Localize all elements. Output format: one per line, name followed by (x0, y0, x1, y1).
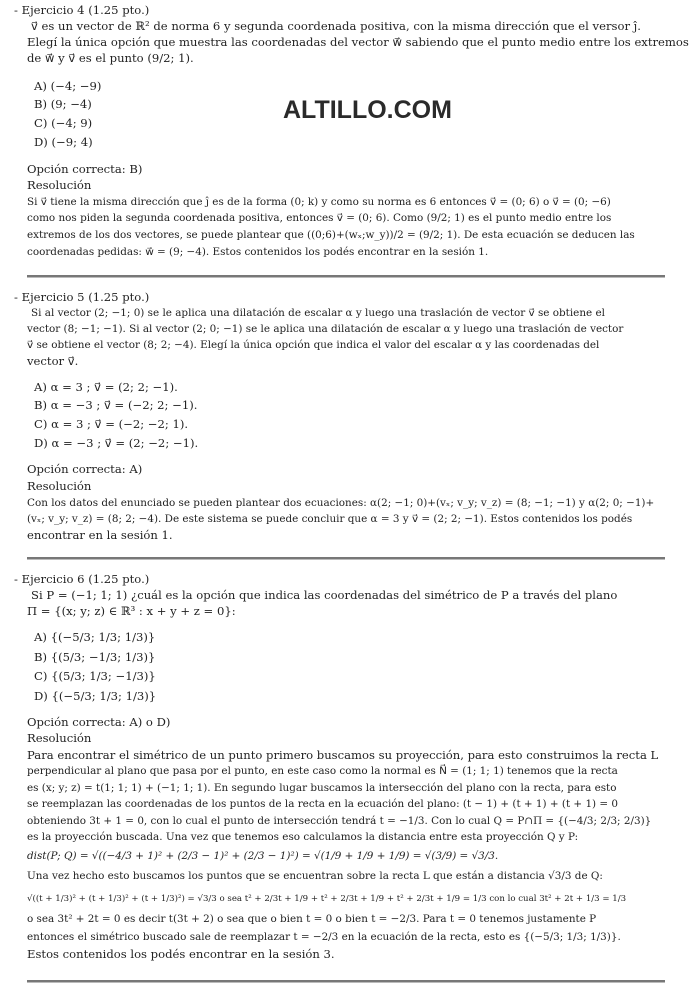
statement-line: Si P = (−1; 1; 1) ¿cuál es la opción que indica las coordenadas del simétrico de P a través del plano (31, 588, 618, 602)
resolution-line: extremos de los dos vectores, se puede plantear que ((0;6)+(wₓ;w_y))/2 = (9/2; 1). De esta ecuación se deducen las (27, 229, 635, 241)
statement-line: v⃗ se obtiene el vector (8; 2; −4). Elegí la única opción que indica el valor del escalar α y las coordenadas del (27, 339, 600, 351)
statement-line: Si al vector (2; −1; 0) se le aplica una dilatación de escalar α y luego una traslación de vector v⃗ se obtiene el (31, 307, 605, 319)
option-d: D) α = −3 ; v⃗ = (2; −2; −1). (34, 436, 199, 450)
correct-option: Opción correcta: B) (27, 162, 143, 176)
option-a: A) {(−5/3; 1/3; 1/3)} (34, 630, 156, 644)
statement-line: Elegí la única opción que muestra las coordenadas del vector w⃗ sabiendo que el punto medio entre los extremos (27, 35, 689, 49)
exercise-title: - Ejercicio 4 (1.25 pto.) (14, 3, 150, 17)
resolution-line: como nos piden la segunda coordenada positiva, entonces v⃗ = (0; 6). Como (9/2; 1) es el punto medio entre los (27, 212, 612, 224)
resolution-label: Resolución (27, 731, 92, 745)
resolution-label: Resolución (27, 479, 92, 493)
resolution-line: √((t + 1/3)² + (t + 1/3)² + (t + 1/3)²) = √3/3 o sea t² + 2/3t + 1/9 + t² + 2/3t + 1/9 + t² + 2/3t + 1/9 = 1/3 con lo cual 3t² + 2t + 1/3 = 1/3 (27, 894, 627, 904)
option-d: D) {(−5/3; 1/3; 1/3)} (34, 689, 157, 703)
resolution-line: es (x; y; z) = t(1; 1; 1) + (−1; 1; 1). En segundo lugar buscamos la intersección del plano con la recta, para esto (27, 782, 617, 794)
resolution-label: Resolución (27, 178, 92, 192)
option-a: A) (−4; −9) (34, 79, 102, 93)
resolution-line: encontrar en la sesión 1. (27, 528, 173, 542)
watermark-logo: ALTILLO.COM (283, 96, 452, 124)
statement-line: vector v⃗. (27, 354, 79, 368)
resolution-line: Con los datos del enunciado se pueden plantear dos ecuaciones: α(2; −1; 0)+(vₓ; v_y; v_z) = (8; −1; −1) y α(2; 0; −1)+ (27, 497, 655, 509)
resolution-line: coordenadas pedidas: w⃗ = (9; −4). Estos contenidos los podés encontrar en la sesión 1. (27, 246, 489, 258)
statement-line: vector (8; −1; −1). Si al vector (2; 0; −1) se le aplica una dilatación de escalar α y luego una traslación de vector (27, 323, 624, 335)
correct-option: Opción correcta: A) o D) (27, 715, 171, 729)
resolution-line: (vₓ; v_y; v_z) = (8; 2; −4). De este sistema se puede concluir que α = 3 y v⃗ = (2; 2; −1). Estos contenidos los podés (27, 513, 633, 525)
section-divider (27, 980, 665, 983)
resolution-line: o sea 3t² + 2t = 0 es decir t(3t + 2) o sea que o bien t = 0 o bien t = −2/3. Para t = 0 tenemos justamente P (27, 913, 597, 925)
resolution-line: Si v⃗ tiene la misma dirección que ĵ es de la forma (0; k) y como su norma es 6 entonces v⃗ = (0; 6) o v⃗ = (0; −6) (27, 196, 611, 208)
resolution-line: entonces el simétrico buscado sale de reemplazar t = −2/3 en la ecuación de la recta, esto es {(−5/3; 1/3; 1/3)}. (27, 931, 621, 943)
statement-line: v⃗ es un vector de ℝ² de norma 6 y segunda coordenada positiva, con la misma dirección que el versor ĵ. (31, 19, 641, 33)
section-divider (27, 275, 665, 278)
option-b: B) (9; −4) (34, 97, 92, 111)
option-b: B) α = −3 ; v⃗ = (−2; 2; −1). (34, 398, 198, 412)
statement-line: de w⃗ y v⃗ es el punto (9/2; 1). (27, 51, 194, 65)
resolution-line: dist(P; Q) = √((−4/3 + 1)² + (2/3 − 1)² + (2/3 − 1)²) = √(1/9 + 1/9 + 1/9) = √(3/9) = √3/3. (27, 850, 499, 862)
resolution-line: Estos contenidos los podés encontrar en la sesión 3. (27, 947, 335, 961)
exercise-title: - Ejercicio 5 (1.25 pto.) (14, 290, 150, 304)
resolution-line: es la proyección buscada. Una vez que tenemos eso calculamos la distancia entre esta proyección Q y P: (27, 831, 579, 843)
section-divider (27, 557, 665, 560)
resolution-line: Una vez hecho esto buscamos los puntos que se encuentran sobre la recta L que están a distancia √3/3 de Q: (27, 870, 603, 882)
exercise-title: - Ejercicio 6 (1.25 pto.) (14, 572, 150, 586)
option-c: C) (−4; 9) (34, 116, 93, 130)
option-c: C) {(5/3; 1/3; −1/3)} (34, 669, 156, 683)
correct-option: Opción correcta: A) (27, 462, 143, 476)
option-c: C) α = 3 ; v⃗ = (−2; −2; 1). (34, 417, 189, 431)
resolution-line: se reemplazan las coordenadas de los puntos de la recta en la ecuación del plano: (t − 1) + (t + 1) + (t + 1) = 0 (27, 798, 619, 810)
resolution-line: perpendicular al plano que pasa por el punto, en este caso como la normal es N⃗ = (1; 1; 1) tenemos que la recta (27, 765, 618, 777)
resolution-line: obteniendo 3t + 1 = 0, con lo cual el punto de intersección tendrá t = −1/3. Con lo cual Q = P∩Π = {(−4/3; 2/3; 2/3)} (27, 815, 652, 827)
statement-line: Π = {(x; y; z) ∈ ℝ³ : x + y + z = 0}: (27, 604, 236, 618)
option-d: D) (−9; 4) (34, 135, 93, 149)
option-a: A) α = 3 ; v⃗ = (2; 2; −1). (34, 380, 178, 394)
option-b: B) {(5/3; −1/3; 1/3)} (34, 650, 156, 664)
resolution-line: Para encontrar el simétrico de un punto primero buscamos su proyección, para esto construimos la recta L (27, 748, 659, 762)
